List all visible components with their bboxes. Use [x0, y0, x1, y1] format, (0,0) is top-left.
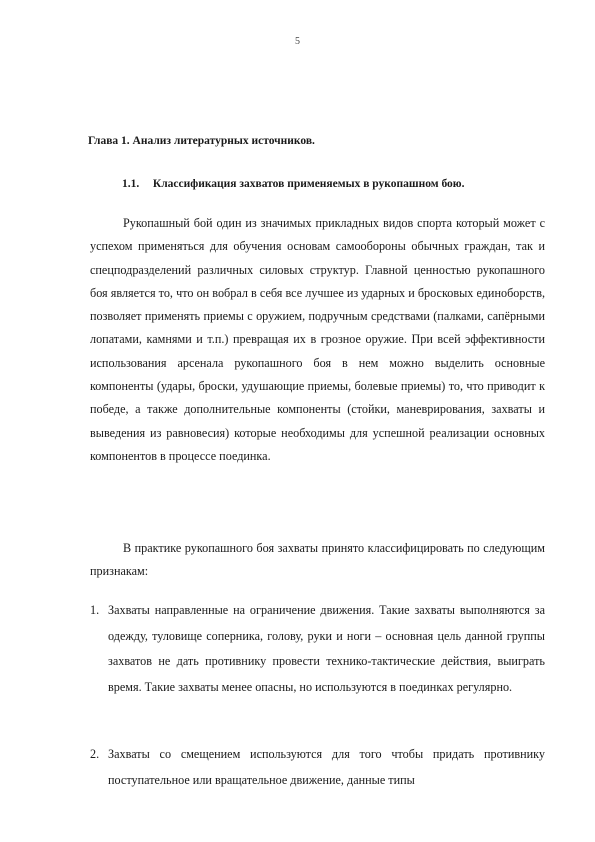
paragraph: В практике рукопашного боя захваты принято классифицировать по следующим признакам: — [90, 541, 545, 579]
page-number: 5 — [295, 36, 300, 47]
list-item-text: Захваты со смещением используются для того чтобы придать противнику поступательное или вращательное движение, данные типы — [108, 747, 545, 787]
section-heading — [122, 178, 464, 190]
chapter-title: Глава 1. Анализ литературных источников. — [88, 135, 315, 147]
section-number: 1.1. — [122, 178, 140, 190]
list-item — [90, 742, 545, 793]
list-item-number: 1. — [90, 603, 100, 617]
list-item — [90, 598, 545, 700]
list-item-text: Захваты направленные на ограничение движения. Такие захваты выполняются за одежду, туловище соперника, голову, руки и ноги – основная цель данной группы захватов не дать противнику провести технико-тактические действия, выиграть время. Такие захваты менее опасны, но используются в поединках регулярно. — [108, 603, 545, 694]
paragraph: Рукопашный бой один из значимых прикладных видов спорта который может с успехом применяться для обучения основам самообороны обычных граждан, так и спецподразделений различных силовых структур. Главной ценностью рукопашного боя является то, что он вобрал в себя все лучшее из ударных и бросковых единоборств, позволяет применять приемы с оружием, подручным средствами (палками, сапёрными лопатами, камнями и т.п.) превращая их в грозное оружие. При всей эффективности использования арсенала рукопашного боя в нем можно выделить основные компоненты (удары, броски, удушающие приемы, болевые приемы) то, что приводит к победе, а также дополнительные компоненты (стойки, маневрирования, захваты и выведения из равновесия) которые необходимы для успешной реализации основных компонентов в процессе поединка. — [90, 216, 545, 463]
section-title: Классификация захватов применяемых в рукопашном бою. — [152, 178, 465, 190]
list-item-number: 2. — [90, 747, 100, 761]
